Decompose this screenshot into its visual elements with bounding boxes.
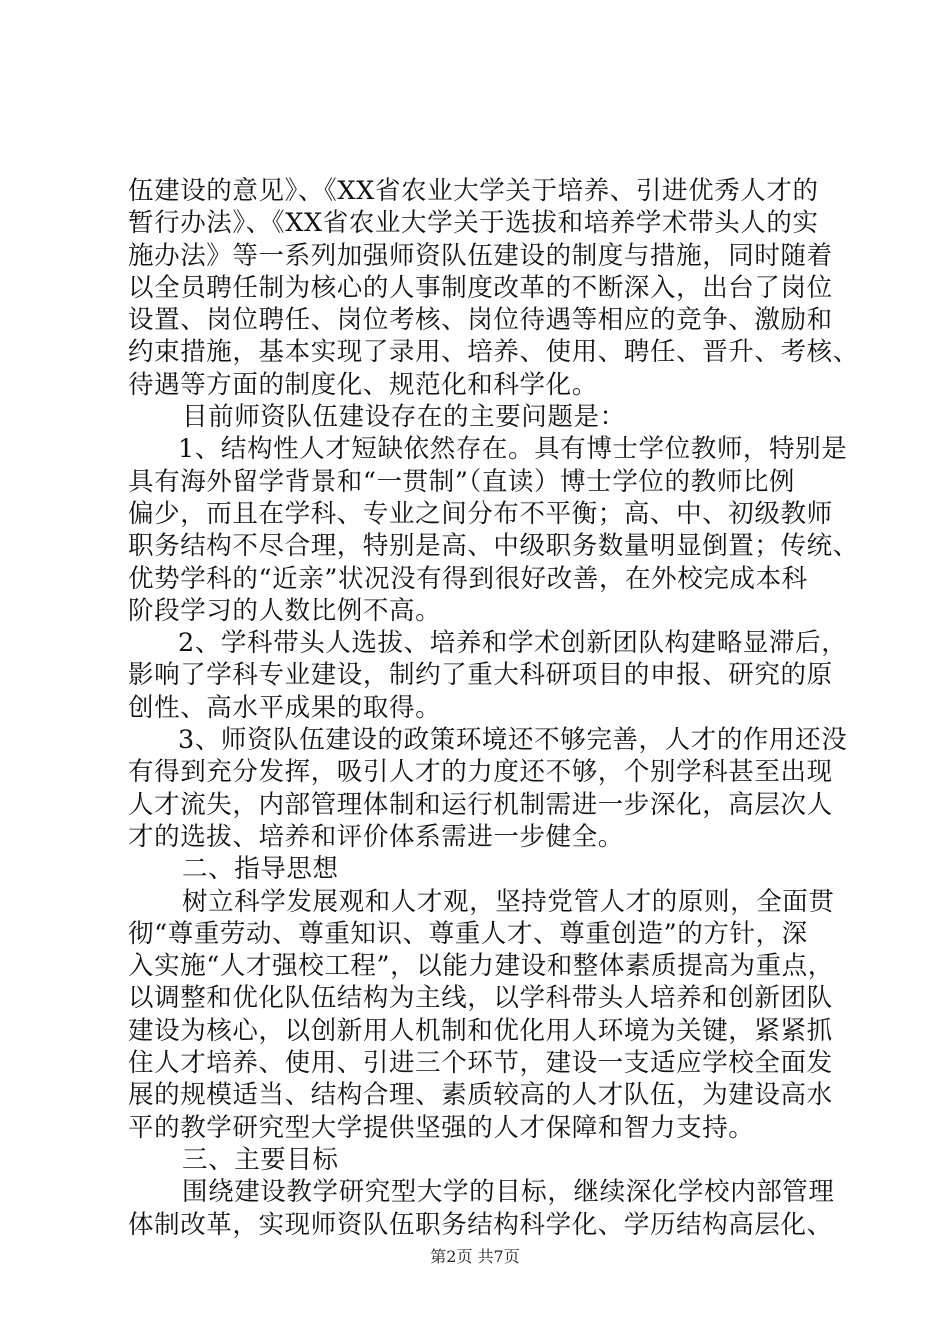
text-line: 1、结构性人才短缺依然存在。具有博士学位教师，特别是	[178, 434, 848, 465]
text-line: 职务结构不尽合理，特别是高、中级职务数量明显倒置；传统、	[128, 531, 859, 562]
document-body	[128, 175, 859, 1241]
text-line: 目前师资队伍建设存在的主要问题是：	[182, 402, 626, 433]
text-line: 围绕建设教学研究型大学的目标，继续深化学校内部管理	[182, 1177, 835, 1208]
text-line: 暂行办法》、《XX省农业大学关于选拔和培养学术带头人的实	[128, 208, 819, 239]
text-line: 3、师资队伍建设的政策环境还不够完善，人才的作用还没	[178, 725, 848, 756]
text-line: 创性、高水平成果的取得。	[128, 692, 442, 723]
text-line: 入实施“人才强校工程”，以能力建设和整体素质提高为重点，	[128, 951, 834, 982]
text-line: 待遇等方面的制度化、规范化和科学化。	[128, 369, 598, 400]
text-line: 2、学科带头人选拔、培养和学术创新团队构建略显滞后，	[178, 628, 848, 659]
text-line: 以调整和优化队伍结构为主线，以学科带头人培养和创新团队	[128, 983, 833, 1014]
text-line: 阶段学习的人数比例不高。	[128, 595, 442, 626]
text-line: 三、主要目标	[182, 1144, 339, 1175]
text-line: 优势学科的“近亲”状况没有得到很好改善，在外校完成本科	[128, 563, 808, 594]
text-line: 以全员聘任制为核心的人事制度改革的不断深入，出台了岗位	[128, 272, 833, 303]
text-line: 影响了学科专业建设，制约了重大科研项目的申报、研究的原	[128, 660, 833, 691]
text-line: 约束措施，基本实现了录用、培养、使用、聘任、晋升、考核、	[128, 337, 859, 368]
text-line: 具有海外留学背景和“一贯制”（直读）博士学位的教师比例	[128, 466, 796, 497]
text-line: 体制改革，实现师资队伍职务结构科学化、学历结构高层化、	[128, 1209, 833, 1240]
text-line: 伍建设的意见》、《XX省农业大学关于培养、引进优秀人才的	[128, 176, 819, 206]
text-line: 人才流失，内部管理体制和运行机制需进一步深化，高层次人	[128, 789, 833, 820]
text-line: 平的教学研究型大学提供坚强的人才保障和智力支持。	[128, 1112, 755, 1143]
text-line: 设置、岗位聘任、岗位考核、岗位待遇等相应的竞争、激励和	[128, 305, 833, 336]
text-line: 住人才培养、使用、引进三个环节，建设一支适应学校全面发	[128, 1048, 833, 1079]
text-line: 展的规模适当、结构合理、素质较高的人才队伍，为建设高水	[128, 1080, 833, 1111]
text-line: 有得到充分发挥，吸引人才的力度还不够，个别学科甚至出现	[128, 757, 833, 788]
text-line: 偏少，而且在学科、专业之间分布不平衡；高、中、初级教师	[128, 498, 833, 529]
page-footer: 第2页 共7页	[430, 1247, 520, 1266]
text-line: 才的选拔、培养和评价体系需进一步健全。	[128, 821, 624, 852]
text-line: 施办法》等一系列加强师资队伍建设的制度与措施，同时随着	[128, 240, 833, 271]
text-line: 彻“尊重劳动、尊重知识、尊重人才、尊重创造”的方针，深	[128, 918, 808, 949]
text-line: 树立科学发展观和人才观，坚持党管人才的原则，全面贯	[182, 886, 835, 917]
text-line: 建设为核心，以创新用人机制和优化用人环境为关键，紧紧抓	[128, 1015, 833, 1046]
text-line: 二、指导思想	[182, 854, 339, 885]
